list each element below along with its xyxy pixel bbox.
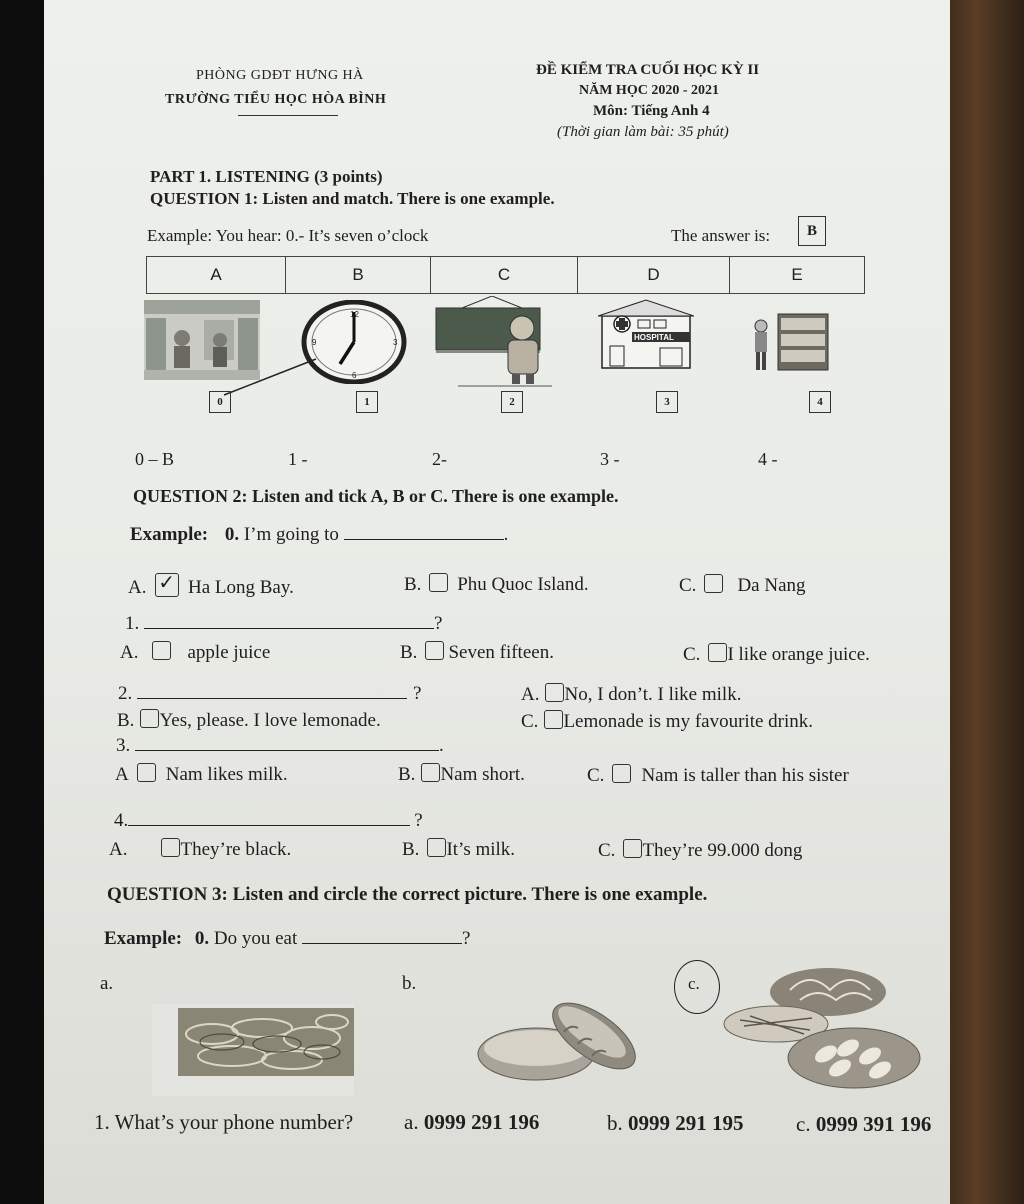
option-letter: B. xyxy=(398,764,416,785)
hospital-picture xyxy=(598,298,694,370)
q2-item4-blank[interactable] xyxy=(128,825,410,826)
q2-item2-option-a xyxy=(521,683,741,706)
match-letter-table xyxy=(146,256,865,294)
checkbox-icon[interactable] xyxy=(140,709,159,728)
q2-item4-option-a xyxy=(109,838,291,861)
q3-example-text: Do you eat xyxy=(213,928,298,949)
q2-item2-num: 2. xyxy=(118,683,133,704)
option-letter: a. xyxy=(404,1110,419,1134)
school-name-underline xyxy=(238,115,338,116)
column-b: B xyxy=(286,257,431,294)
q2-item1-blank[interactable] xyxy=(144,628,434,629)
subject: Môn: Tiếng Anh 4 xyxy=(593,103,710,119)
option-letter: B. xyxy=(117,710,135,731)
q2-example-blank xyxy=(344,539,504,540)
match-answer-0: 0 – B xyxy=(135,449,175,469)
option-text: No, I don’t. I like milk. xyxy=(564,684,742,705)
picture-number-4: 4 xyxy=(809,391,831,413)
option-text: I like orange juice. xyxy=(727,644,870,665)
q3-example xyxy=(104,928,470,950)
q3-example-num: 0. xyxy=(194,928,210,949)
bread-picture[interactable] xyxy=(474,996,662,1092)
q2-item3-option-c xyxy=(587,764,849,787)
checkbox-icon[interactable] xyxy=(623,839,642,858)
q2-item4-end: ? xyxy=(414,810,423,831)
wooden-desk-edge xyxy=(944,0,1024,1204)
option-letter: C. xyxy=(598,840,616,861)
option-text: Nam short. xyxy=(440,764,525,785)
option-text: It’s milk. xyxy=(446,839,516,860)
q2-item2-end: ? xyxy=(413,683,422,704)
option-letter: c. xyxy=(796,1112,811,1136)
q2-item3-end: . xyxy=(439,735,444,756)
q2-item3-blank[interactable] xyxy=(135,750,439,751)
q2-example-option-a xyxy=(128,573,294,599)
q3-item1-option-b[interactable] xyxy=(607,1111,744,1136)
checkbox-icon[interactable] xyxy=(545,683,564,702)
q2-ex-c-text: Da Nang xyxy=(737,575,806,596)
q3-item1-option-c[interactable] xyxy=(796,1112,931,1137)
svg-text:6: 6 xyxy=(352,371,357,380)
q3-item1-question: 1. What’s your phone number? xyxy=(94,1110,354,1134)
option-text: apple juice xyxy=(187,642,271,663)
q2-example-option-c xyxy=(679,574,806,597)
option-letter: C. xyxy=(587,765,605,786)
q2-ex-a-text: Ha Long Bay. xyxy=(187,577,294,598)
q3-example-blank xyxy=(302,943,462,944)
time-allowed: (Thời gian làm bài: 35 phút) xyxy=(557,124,729,140)
checkbox-icon[interactable] xyxy=(544,710,563,729)
q2-item4-num: 4. xyxy=(114,810,129,831)
q2-item3-option-b xyxy=(398,763,525,786)
option-text: 0999 391 196 xyxy=(815,1112,932,1136)
q2-item4-option-b xyxy=(402,838,515,861)
school-name: TRƯỜNG TIỂU HỌC HÒA BÌNH xyxy=(165,92,387,107)
example-answer-box: B xyxy=(798,216,826,246)
q2-example-text: I’m going to xyxy=(243,524,339,545)
q2-item2-question xyxy=(118,683,421,705)
answer-label: The answer is: xyxy=(671,226,771,245)
q2-ex-c-letter: C. xyxy=(679,575,697,596)
option-text: They’re black. xyxy=(180,839,292,860)
q2-title: QUESTION 2: Listen and tick A, B or C. There is one example. xyxy=(133,486,619,506)
q2-item2-option-c xyxy=(521,710,813,733)
q3-title: QUESTION 3: Listen and circle the correct picture. There is one example. xyxy=(107,884,708,905)
checkbox-icon[interactable] xyxy=(429,573,448,592)
q2-item3-option-a xyxy=(115,763,288,786)
option-text: They’re 99.000 dong xyxy=(642,840,803,861)
noodles-picture[interactable] xyxy=(152,1004,354,1096)
school-year: NĂM HỌC 2020 - 2021 xyxy=(579,83,719,98)
q2-item4-question xyxy=(114,810,423,832)
checkbox-icon[interactable] xyxy=(137,763,156,782)
q2-item3-num: 3. xyxy=(116,735,131,756)
checkbox-icon[interactable] xyxy=(708,643,727,662)
option-letter: A xyxy=(115,764,129,785)
q2-example-option-b xyxy=(404,573,589,596)
checkbox-icon[interactable] xyxy=(421,763,440,782)
hospital-sign: HOSPITAL xyxy=(634,333,674,342)
q3-label-a: a. xyxy=(100,973,114,994)
checkbox-icon[interactable] xyxy=(425,641,444,660)
option-letter: C. xyxy=(521,711,539,732)
option-letter: A. xyxy=(109,839,128,860)
match-answer-3[interactable]: 3 - xyxy=(600,449,620,469)
q2-example-num: 0. xyxy=(224,524,240,545)
option-text: 0999 291 196 xyxy=(423,1110,540,1134)
q3-label-b: b. xyxy=(402,973,417,994)
checkbox-icon[interactable] xyxy=(152,641,171,660)
checked-checkbox-icon[interactable]: ✓ xyxy=(155,573,179,597)
q3-item1-option-a[interactable] xyxy=(404,1110,539,1135)
q2-example-label: Example: xyxy=(130,524,209,545)
exam-title: ĐỀ KIỂM TRA CUỐI HỌC KỲ II xyxy=(536,62,760,78)
q2-item2-option-b xyxy=(117,709,381,732)
department-name: PHÒNG GDĐT HƯNG HÀ xyxy=(196,68,364,83)
q1-title: QUESTION 1: Listen and match. There is one example. xyxy=(150,189,555,208)
option-letter: b. xyxy=(607,1111,623,1135)
q2-item1-end: ? xyxy=(434,613,443,634)
option-letter: B. xyxy=(400,642,418,663)
q2-ex-b-letter: B. xyxy=(404,574,422,595)
column-d: D xyxy=(578,257,730,294)
svg-text:12: 12 xyxy=(350,310,359,319)
picture-number-2: 2 xyxy=(501,391,523,413)
q2-ex-a-letter: A. xyxy=(128,577,147,598)
column-c: C xyxy=(431,257,578,294)
example-match-line xyxy=(220,355,320,400)
svg-text:9: 9 xyxy=(312,338,317,347)
checkbox-icon[interactable] xyxy=(161,838,180,857)
checkbox-icon[interactable] xyxy=(612,764,631,783)
q2-item3-question xyxy=(116,735,444,757)
option-text: Seven fifteen. xyxy=(448,642,554,663)
checkbox-icon[interactable] xyxy=(704,574,723,593)
part1-title: PART 1. LISTENING (3 points) xyxy=(150,167,383,186)
q3-example-end: ? xyxy=(461,928,471,949)
checkbox-icon[interactable] xyxy=(427,838,446,857)
q3-label-c: c. xyxy=(688,974,700,993)
option-text: Nam likes milk. xyxy=(165,764,288,785)
option-letter: A. xyxy=(120,642,139,663)
picture-number-0: 0 xyxy=(209,391,231,413)
picture-number-1: 1 xyxy=(356,391,378,413)
option-letter: C. xyxy=(683,644,701,665)
q2-example xyxy=(130,524,508,546)
picture-number-3: 3 xyxy=(656,391,678,413)
q2-ex-b-text: Phu Quoc Island. xyxy=(457,574,589,595)
option-letter: B. xyxy=(402,839,420,860)
library-picture xyxy=(748,310,830,372)
q2-example-end: . xyxy=(503,524,509,545)
match-answer-1[interactable]: 1 - xyxy=(288,449,308,469)
q2-item1-option-c xyxy=(683,643,870,666)
column-a: A xyxy=(147,257,286,294)
q2-item1-question xyxy=(125,613,442,635)
option-text: 0999 291 195 xyxy=(628,1111,744,1135)
option-letter: A. xyxy=(521,684,540,705)
option-text: Lemonade is my favourite drink. xyxy=(563,711,814,732)
option-text: Nam is taller than his sister xyxy=(641,765,849,786)
seafood-picture[interactable] xyxy=(720,960,924,1094)
q3-example-label: Example: xyxy=(104,928,183,949)
q2-item4-option-c xyxy=(598,839,802,862)
q2-item1-option-a xyxy=(120,641,270,664)
left-dark-margin xyxy=(0,0,44,1204)
q2-item1-num: 1. xyxy=(125,613,140,634)
q2-item2-blank[interactable] xyxy=(137,698,407,699)
q2-item1-option-b xyxy=(400,641,554,664)
column-e: E xyxy=(730,257,865,294)
option-text: Yes, please. I love lemonade. xyxy=(159,710,381,731)
match-answer-2[interactable]: 2- xyxy=(432,449,447,469)
svg-text:3: 3 xyxy=(393,338,398,347)
q1-example: Example: You hear: 0.- It’s seven o’clock xyxy=(147,226,429,245)
match-answer-4[interactable]: 4 - xyxy=(758,449,778,469)
teacher-picture xyxy=(432,296,552,388)
